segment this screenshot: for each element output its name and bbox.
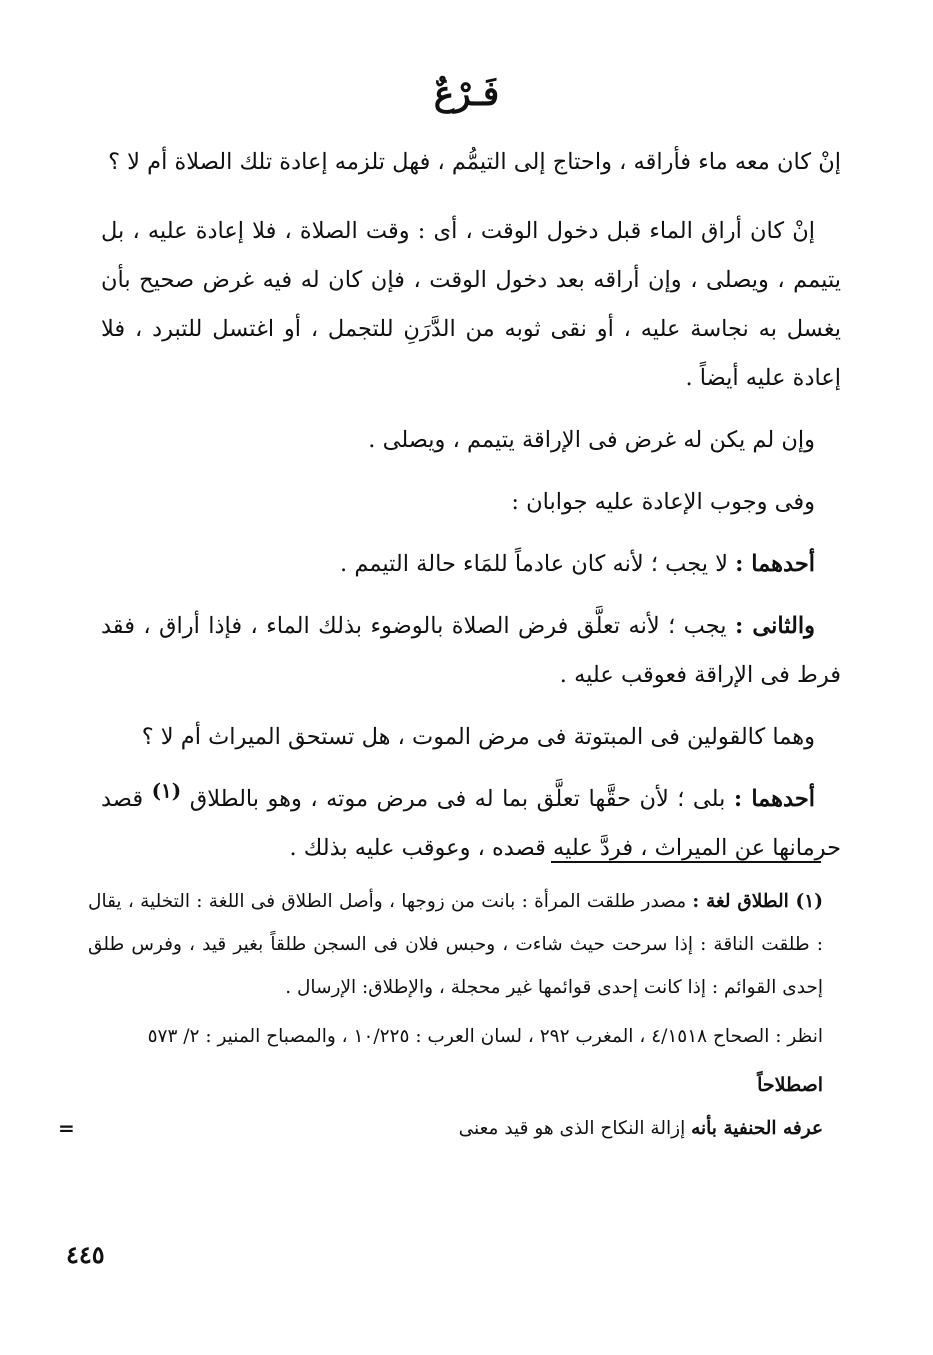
first-answer xyxy=(101,540,841,589)
two-answers-intro: وفى وجوب الإعادة عليه جوابان : xyxy=(511,489,815,515)
inheritance-question: وهما كالقولين فى المبتوتة فى مرض الموت ، هل تستحق الميراث أم لا ؟ xyxy=(141,724,815,750)
inheritance-answer-text-2: قصد حرمانها عن الميراث ، فردَّ عليه قصده ، وعوقب عليه بذلك . xyxy=(101,786,841,861)
second-answer-lead: والثانى : xyxy=(734,613,815,639)
question-paragraph: إنْ كان معه ماء فأراقه ، واحتاج إلى التيمُّم ، فهل تلزمه إعادة تلك الصلاة أم لا ؟ xyxy=(108,149,841,175)
main-text xyxy=(101,138,841,886)
inheritance-answer-lead: أحدهما : xyxy=(733,786,816,812)
istilah-heading: اصطلاحاً xyxy=(757,1074,823,1096)
footnote-1 xyxy=(88,880,823,1009)
page-number: ٤٤٥ xyxy=(66,1240,105,1269)
second-answer xyxy=(101,602,841,700)
first-answer-lead: أحدهما : xyxy=(735,551,815,577)
no-purpose-paragraph: وإن لم يكن له غرض فى الإراقة يتيمم ، ويصلى . xyxy=(368,427,815,453)
second-answer-text: يجب ؛ لأنه تعلَّق فرض الصلاة بالوضوء بذلك الماء ، فإذا أراق ، فقد فرط فى الإراقة فعوقب عليه . xyxy=(101,613,841,688)
footnotes xyxy=(58,880,823,1153)
footnote-reference[interactable]: (١) xyxy=(151,778,182,803)
inheritance-answer xyxy=(101,775,841,873)
first-answer-text: لا يجب ؛ لأنه كان عادماً للمَاء حالة التيمم . xyxy=(340,551,728,577)
footnote-1-lead: (١) الطلاق لغة : xyxy=(692,891,823,912)
definition-text-wrap xyxy=(459,1107,823,1150)
section-heading: فَـرْعٌ xyxy=(433,74,500,114)
footnote-separator xyxy=(551,861,821,863)
definition-line xyxy=(58,1107,823,1153)
definition-lead: عرفه الحنفية بأنه xyxy=(691,1118,823,1139)
footnote-1-text: مصدر طلقت المرأة : بانت من زوجها ، وأصل الطلاق فى اللغة : التخلية ، يقال : طلقت الناقة : إذا سرحت حيث شاءت ، وحبس فلان فى السجن طلقاً بغير قيد ، وفرس طلق إحدى القوائم : إذا كانت إحدى قوائمها غير محجلة ، والإطلاق: الإرسال . xyxy=(88,891,823,998)
footnote-sources: انظر : الصحاح ٤/١٥١٨ ، المغرب ٢٩٢ ، لسان العرب : ١٠/٢٢٥ ، والمصباح المنير : ٢/ ٥٧٣ xyxy=(147,1026,823,1047)
definition-text: إزالة النكاح الذى هو قيد معنى xyxy=(458,1118,692,1139)
inheritance-answer-text-1: بلى ؛ لأن حقَّها تعلَّق بما له فى مرض موته ، وهو بالطلاق xyxy=(189,786,726,812)
answer-paragraph: إنْ كان أراق الماء قبل دخول الوقت ، أى : وقت الصلاة ، فلا إعادة عليه ، بل يتيمم ، ويصلى ، وإن أراقه بعد دخول الوقت ، فإن كان له فيه غرض صحيح بأن يغسل به نجاسة عليه ، أو نقى ثوبه من الدَّرَنِ للتجمل ، أو اغتسل للتبرد ، فلا إعادة عليه أيضاً . xyxy=(101,218,841,391)
continuation-mark: = xyxy=(58,1116,75,1140)
